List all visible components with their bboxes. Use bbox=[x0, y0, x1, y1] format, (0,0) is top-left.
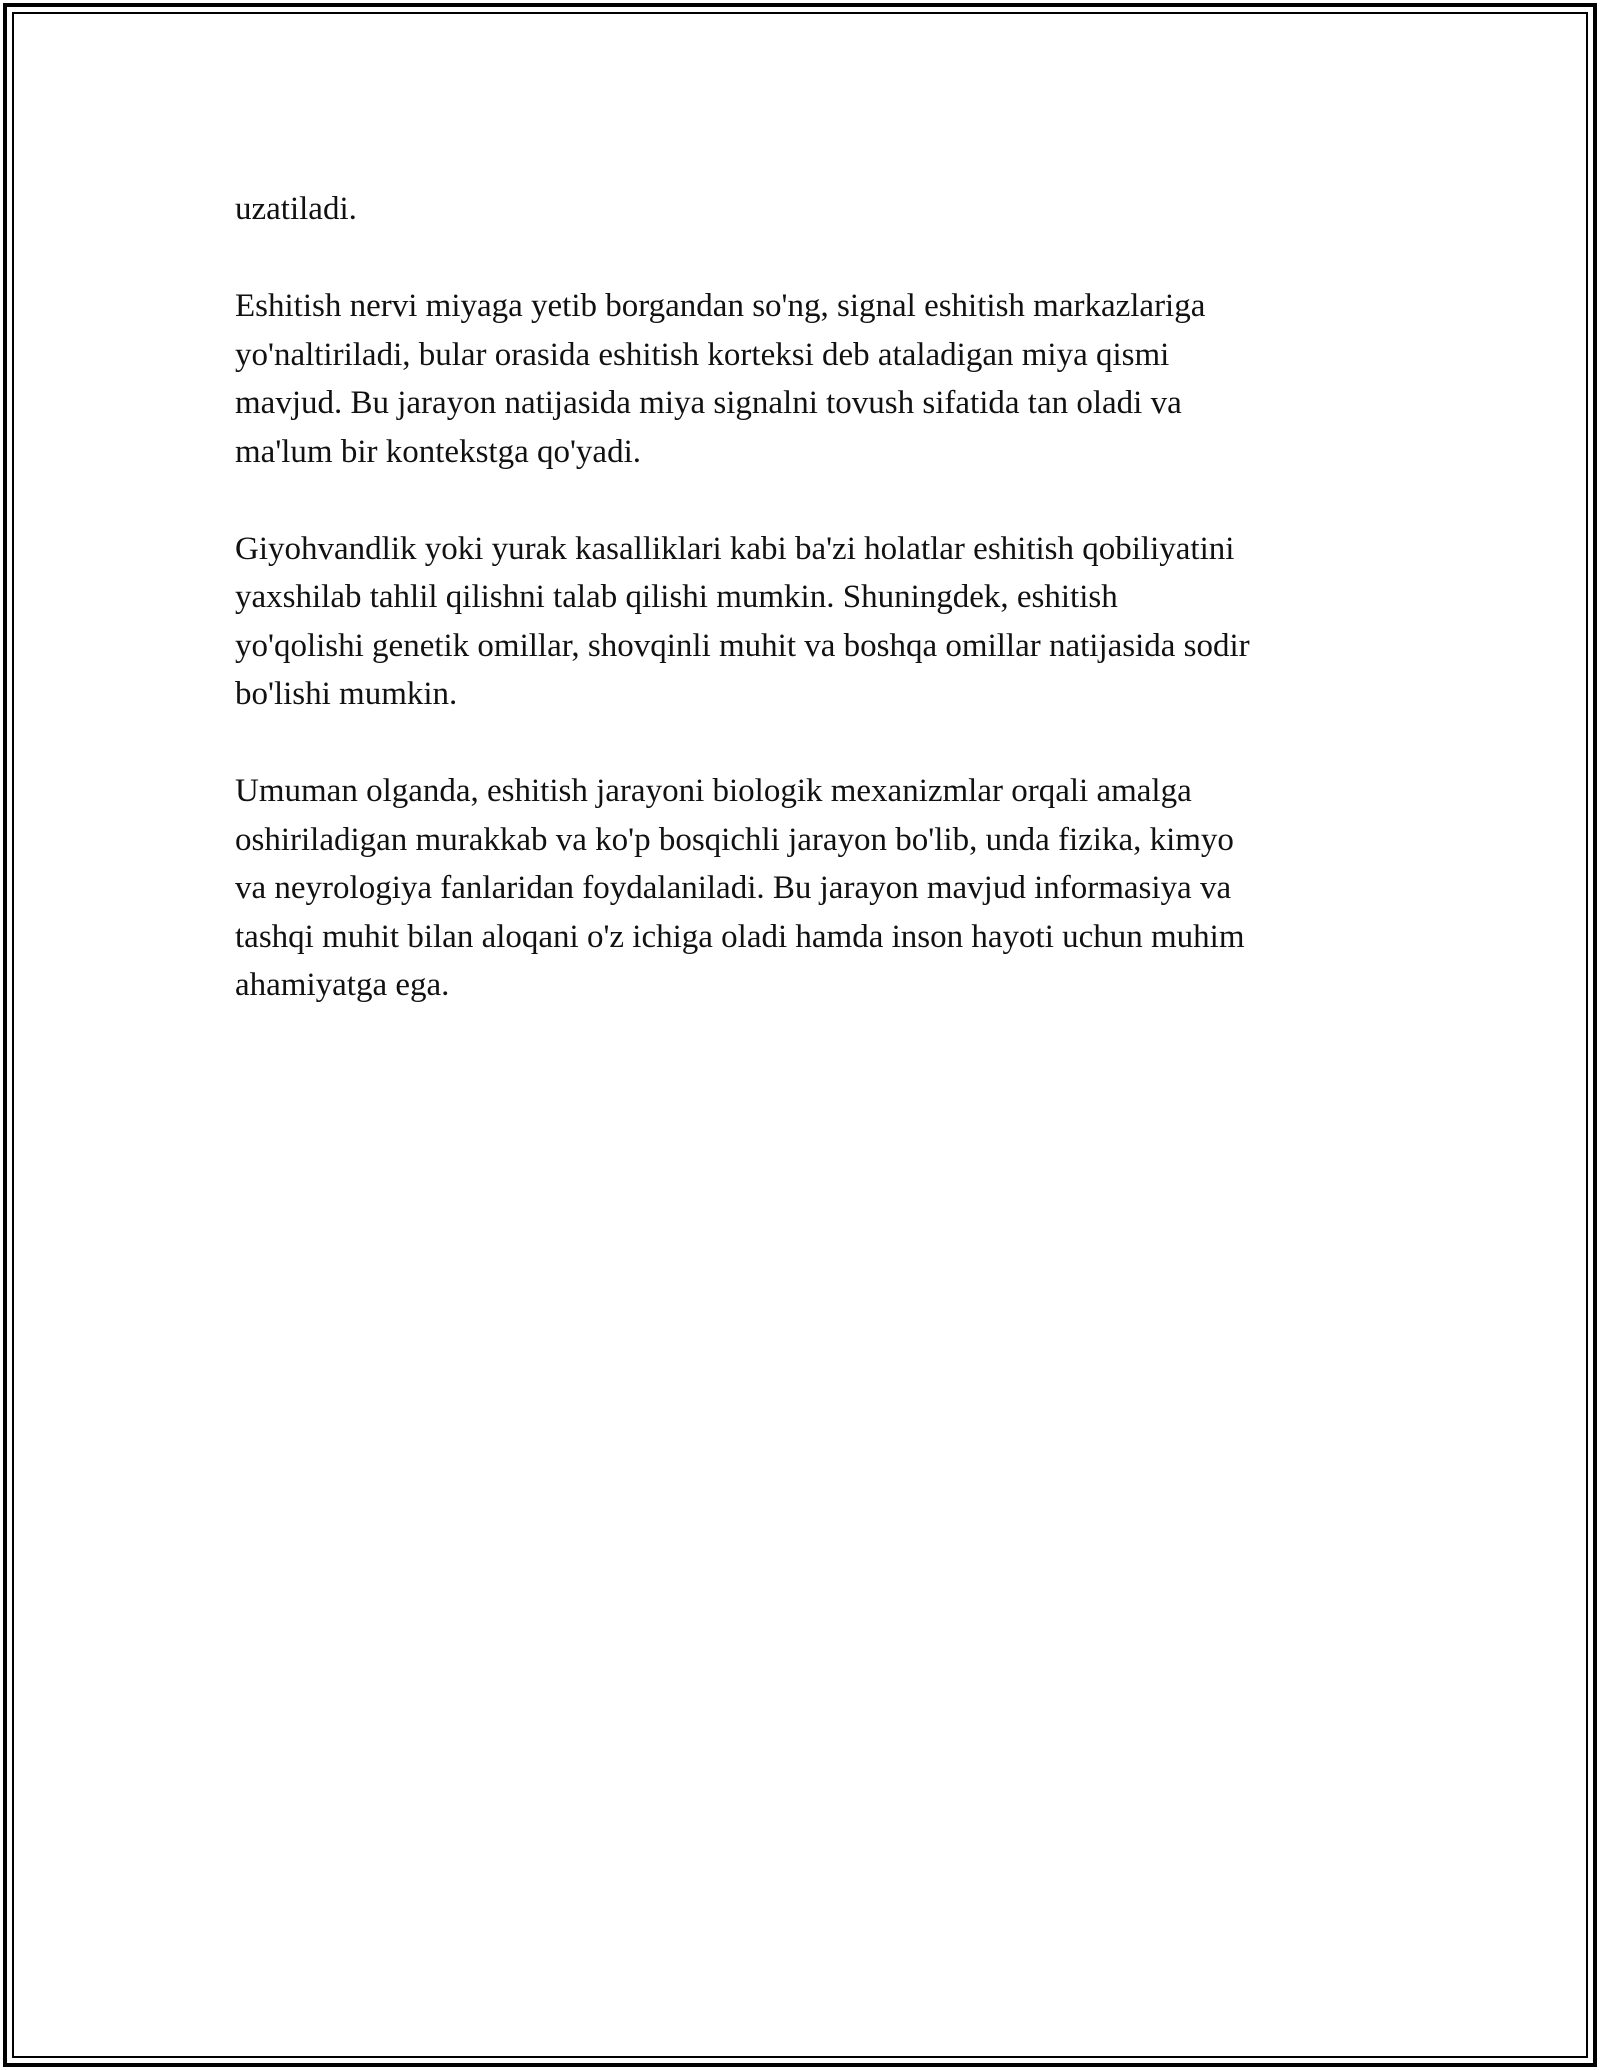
paragraph: uzatiladi. bbox=[235, 191, 357, 227]
paragraph: Eshitish nervi miyaga yetib borgandan so'ng, signal eshitish markazlariga yo'naltiriladi, bular orasida eshitish korteksi deb ataladigan miya qismi mavjud. Bu jarayon natijasida miya signalni tovush sifatida tan oladi va ma'lum bir kontekstga qo'yadi. bbox=[235, 288, 1206, 470]
paragraph: Umuman olganda, eshitish jarayoni biologik mexanizmlar orqali amalga oshiriladigan murakkab va ko'p bosqichli jarayon bo'lib, unda fizika, kimyo va neyrologiya fanlaridan foydalaniladi. Bu jarayon mavjud informasiya va tashqi muhit bilan aloqani o'z ichiga oladi hamda inson hayoti uchun muhim ahamiyatga ega. bbox=[235, 773, 1245, 1003]
paragraph: Giyohvandlik yoki yurak kasalliklari kabi ba'zi holatlar eshitish qobiliyatini yaxshilab tahlil qilishni talab qilishi mumkin. Shuningdek, eshitish yo'qolishi genetik omillar, shovqinli muhit va boshqa omillar natijasida sodir bo'lishi mumkin. bbox=[235, 530, 1250, 712]
document-body bbox=[235, 185, 1385, 1058]
